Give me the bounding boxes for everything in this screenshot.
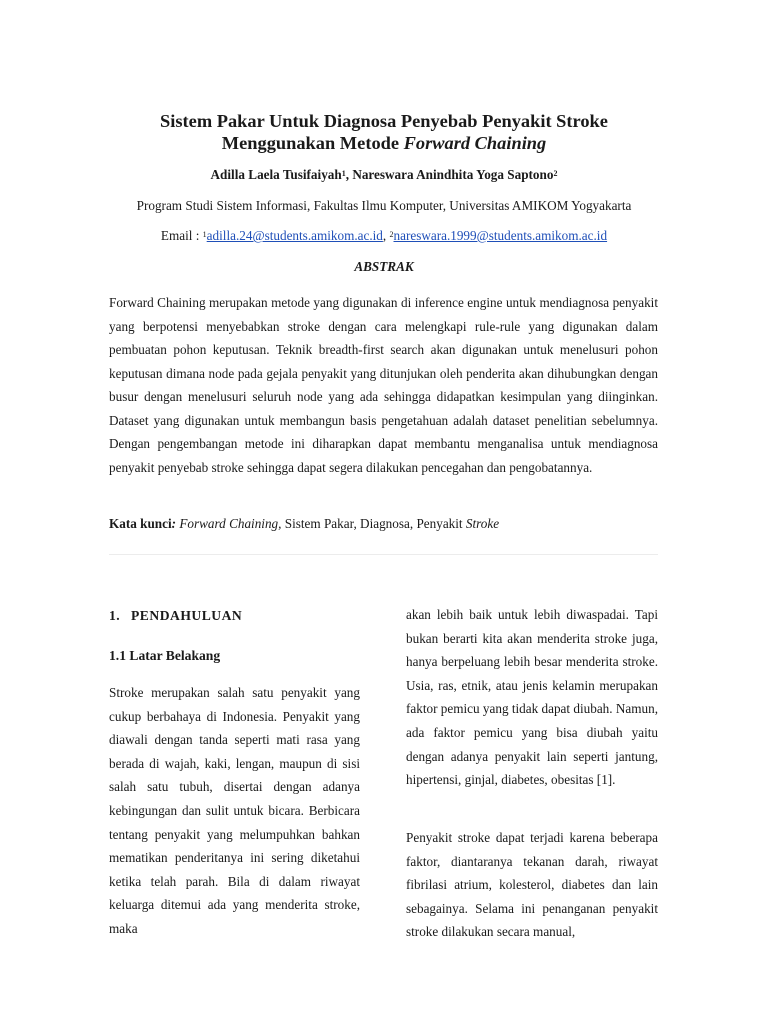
- paper-title: [60, 110, 708, 154]
- email-separator: ,: [382, 228, 390, 243]
- title-method-name: Forward Chaining: [403, 133, 547, 153]
- section-divider: [109, 554, 658, 555]
- author-1-name: Adilla Laela Tusifaiyah: [210, 167, 342, 182]
- author-2-affiliation-mark: 2: [553, 169, 558, 178]
- keywords-colon: :: [171, 516, 180, 531]
- section-1-number: 1.: [109, 608, 121, 623]
- email-label: Email :: [160, 228, 203, 243]
- affiliation: Program Studi Sistem Informasi, Fakultas Ilmu Komputer, Universitas AMIKOM Yogyakarta: [136, 198, 632, 213]
- email-2-link[interactable]: nareswara.1999@students.amikom.ac.id: [393, 228, 608, 243]
- left-column-paragraph: Stroke merupakan salah satu penyakit yang cukup berbahaya di Indonesia. Penyakit yang diawali dengan tanda seperti mati rasa yang berada di wajah, kaki, lengan, maupun di sisi salah satu tubuh, disertai dengan adanya kebingungan dan sulit untuk bicara. Berbicara tentang penyakit yang melumpuhkan bahkan mematikan penderitanya ini sering diketahui ketika telah parah. Bila di dalam riwayat keluarga ditemui ada yang menderita stroke, maka: [109, 685, 360, 936]
- title-line-1: Sistem Pakar Untuk Diagnosa Penyebab Penyakit Stroke: [160, 111, 608, 131]
- author-2-name: Nareswara Anindhita Yoga Saptono: [352, 167, 554, 182]
- author-1-affiliation-mark: 1: [341, 169, 346, 178]
- keyword-stroke: Stroke: [465, 516, 500, 531]
- keywords-label: Kata kunci: [109, 516, 172, 531]
- right-column-paragraph-2: Penyakit stroke dapat terjadi karena beberapa faktor, diantaranya tekanan darah, riwayat fibrilasi atrium, kolesterol, diabetes dan lain sebagainya. Selama ini penanganan penyakit stroke dilakukan secara manual,: [406, 830, 658, 940]
- abstract-text: Forward Chaining merupakan metode yang digunakan di inference engine untuk mendiagnosa penyakit yang berpotensi menyebabkan stroke dengan cara melengkapi rule-rule yang digunakan dalam pembuatan pohon keputusan. Teknik breadth-first search akan digunakan untuk menelusuri pohon keputusan dimana node pada gejala penyakit yang ditunjukan oleh penderita akan dihubungkan dengan busur dengan menelusuri seluruh node yang ada sehingga didapatkan kesimpulan yang diinginkan. Dataset yang digunakan untuk membangun basis pengetahuan adalah dataset penelitian sebelumnya. Dengan pengembangan metode ini diharapkan dapat membantu menganalisa untuk mendiagnosa penyakit penyebab stroke sehingga dapat segera dilakukan pencegahan dan pengobatannya.: [109, 295, 658, 475]
- keyword-forward-chaining: Forward Chaining,: [179, 516, 282, 531]
- author-separator: ,: [345, 167, 353, 182]
- email-1-link[interactable]: adilla.24@students.amikom.ac.id: [206, 228, 383, 243]
- email-line: [60, 227, 708, 245]
- email-1-mark: 1: [202, 230, 207, 239]
- abstract-heading: ABSTRAK: [354, 259, 414, 274]
- author-list: [60, 166, 708, 184]
- right-column-paragraph-1: akan lebih baik untuk lebih diwaspadai. Tapi bukan berarti kita akan menderita stroke juga, hanya berpeluang lebih besar menderita stroke. Usia, ras, etnik, atau jenis kelamin merupakan faktor pemicu yang tidak dapat diubah. Namun, ada faktor pemicu yang bisa diubah yaitu dengan adanya penyakit lain seperti jantung, hipertensi, ginjal, diabetes, obesitas [1].: [406, 607, 658, 788]
- title-line-2: Menggunakan Metode: [221, 133, 404, 153]
- keywords-list: Sistem Pakar, Diagnosa, Penyakit: [281, 516, 466, 531]
- keywords-line: [109, 515, 658, 533]
- section-1-heading: [109, 606, 242, 626]
- email-2-mark: 2: [389, 230, 394, 239]
- section-1-title: PENDAHULUAN: [131, 608, 243, 623]
- subsection-1-1-heading: 1.1 Latar Belakang: [109, 648, 221, 663]
